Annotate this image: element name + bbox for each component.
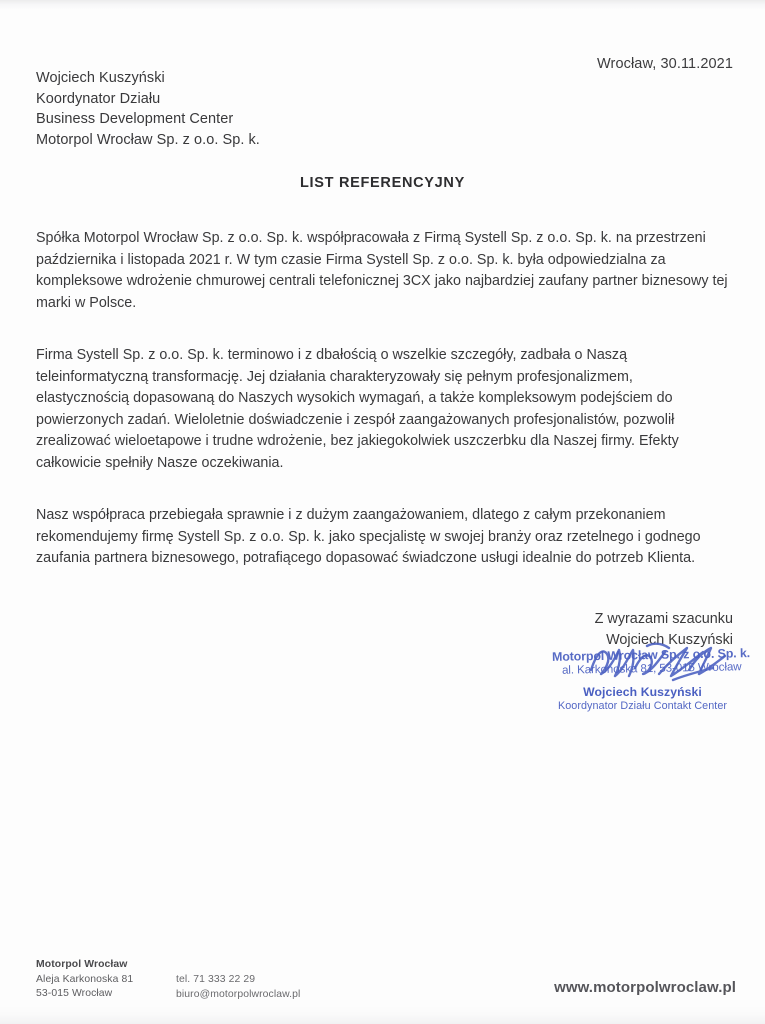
sender-address-block [36, 68, 260, 150]
sender-name: Wojciech Kuszyński [36, 70, 165, 86]
page-title: LIST REFERENCYJNY [300, 175, 465, 191]
footer-address-column [36, 958, 133, 1002]
footer-city: 53-015 Wrocław [36, 988, 113, 999]
footer-website[interactable]: www.motorpolwroclaw.pl [554, 979, 736, 996]
footer-email[interactable]: biuro@motorpolwroclaw.pl [176, 988, 301, 1000]
document-body [36, 228, 728, 570]
footer-contact-column [176, 973, 300, 1002]
sender-department: Business Development Center [36, 111, 234, 127]
sender-position: Koordynator Działu [36, 90, 161, 107]
document-date: Wrocław, 30.11.2021 [597, 56, 733, 72]
stamp-company-line: Motorpol Wrocław Sp. z o.o. Sp. k. [551, 646, 751, 664]
stamp-address-line: al. Karkonoska 81, 53-015 Wrocław [561, 660, 742, 677]
page-footer [36, 958, 736, 1004]
closing-block [595, 609, 733, 651]
stamp-signer-name: Wojciech Kuszyński [583, 685, 702, 699]
body-paragraph-1: Spółka Motorpol Wrocław Sp. z o.o. Sp. k. współpracowała z Firmą Systell Sp. z o.o. Sp. k. na przestrzeni października i listopada 2021 r. W tym czasie Firma Systell Sp. z o.o. Sp. k. była odpowiedzialna za kompleksowe wdrożenie chmurowej centrali telefonicznej 3CX jako najbardziej zaufany partner biznesowy tej marki w Polsce. [36, 230, 728, 311]
scan-edge-bottom [0, 1006, 765, 1024]
closing-salutation: Z wyrazami szacunku [594, 611, 733, 627]
closing-name: Wojciech Kuszyński [606, 632, 733, 648]
footer-street: Aleja Karkonoska 81 [36, 973, 134, 985]
sender-company: Motorpol Wrocław Sp. z o.o. Sp. k. [36, 131, 260, 148]
body-paragraph-3: Nasz współpraca przebiegała sprawnie i z dużym zaangażowaniem, dlatego z całym przekonaniem rekomendujemy firmę Systell Sp. z o.o. Sp. k. jako specjalistę w swojej branży oraz rzetelnego i godnego zaufania partnera biznesowego, potrafiącego dopasować świadczone usługi idealnie do potrzeb Klienta. [36, 507, 701, 566]
footer-company: Motorpol Wrocław [36, 959, 128, 970]
footer-phone: tel. 71 333 22 29 [176, 974, 256, 985]
company-stamp [540, 646, 751, 723]
stamp-signer-role: Koordynator Działu Contakt Center [557, 700, 728, 712]
scan-edge-top [0, 0, 765, 10]
body-paragraph-2: Firma Systell Sp. z o.o. Sp. k. terminowo i z dbałością o wszelkie szczegóły, zadbała o Naszą teleinformatyczną transformację. Jej działania charakteryzowały się pełnym profesjonalizmem, elastycznością dopasowaną do Naszych wysokich wymagań, a także kompleksowym podejściem do powierzonych zadań. Wieloletnie doświadczenie i zespół zaangażowanych profesjonalistów, pozwolił zrealizować wieloetapowe i trudne wdrożenie, bez jakiegokolwiek uszczerbku dla Naszej firmy. Efekty całkowicie spełniły Nasze oczekiwania. [36, 347, 679, 471]
